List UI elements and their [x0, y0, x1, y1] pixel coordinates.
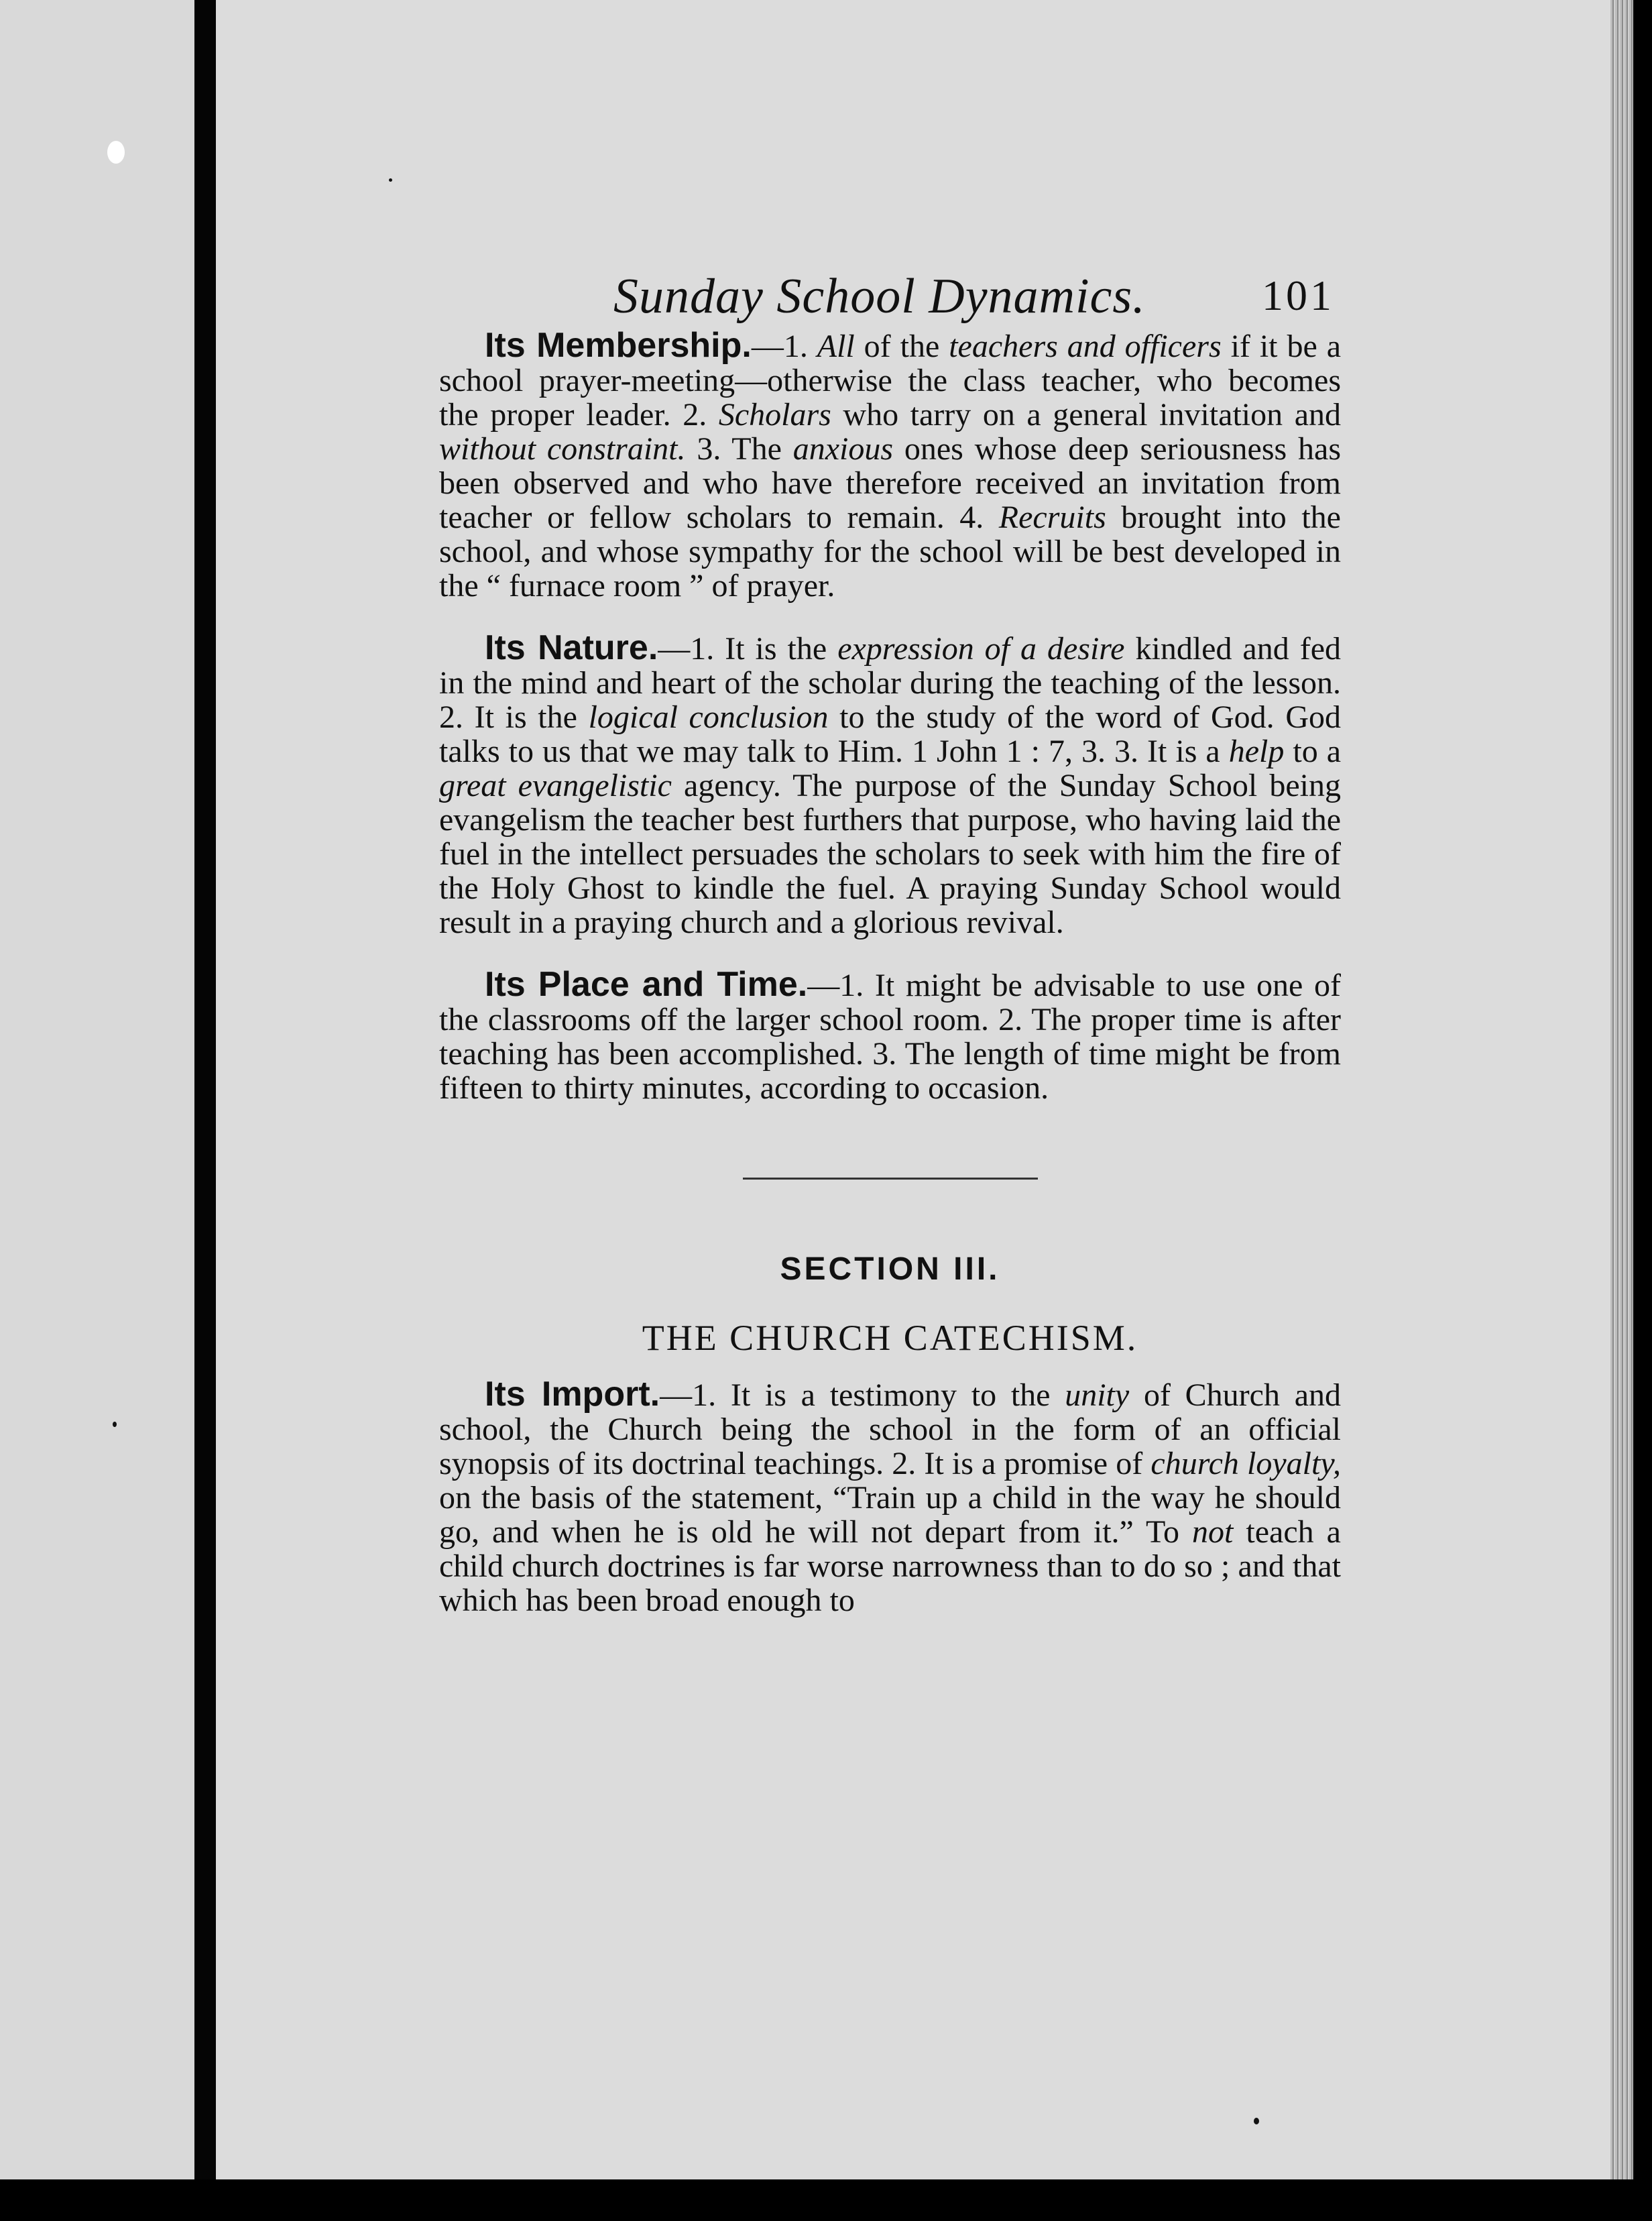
membership-emphasis: Recruits — [998, 500, 1106, 535]
import-text: of Church and school, the Church being the school in the form of an official synopsis of its doctrinal teachings. 2. It is a promise of — [439, 1377, 1342, 1481]
membership-emphasis: anxious — [792, 431, 894, 467]
paper-spot — [113, 1422, 117, 1427]
import-text: on the basis of the statement, “Train up a child in the way he should go, and when he is old he will not depart from it.” To — [439, 1480, 1341, 1550]
page-text — [439, 268, 1341, 1617]
import-emphasis: not — [1192, 1514, 1234, 1550]
book-gutter — [194, 0, 216, 2221]
import-emphasis: unity — [1065, 1377, 1130, 1413]
scan-border — [0, 2179, 1652, 2221]
nature-emphasis: logical conclusion — [588, 699, 829, 735]
running-title: Sunday School Dynamics. — [613, 269, 1146, 324]
membership-emphasis: All — [817, 329, 855, 364]
membership-text: brought into the school, and whose sympathy for the school will be best developed in the “ furnace room ” of prayer. — [439, 500, 1341, 604]
nature-text: agency. The purpose of the Sunday School being evangelism the teacher best furthers that purpose, who having laid the fuel in the intellect persuades the scholars to seek with him the fire of the Holy Ghost to kindle the fuel. A praying Sunday School would result in a praying church and a glorious revival. — [439, 768, 1342, 940]
heading-import: Its Import. — [485, 1375, 660, 1414]
nature-emphasis: expression of a desire — [837, 631, 1125, 667]
membership-emphasis: teachers and officers — [949, 329, 1222, 364]
page-edges — [1610, 0, 1633, 2179]
nature-text: kindled and fed in the mind and heart of the scholar during the teaching of the lesson. 2. It is the — [439, 631, 1342, 735]
paragraph-membership — [439, 326, 1342, 604]
facing-page-edge — [0, 0, 194, 2221]
paper-speck — [107, 141, 125, 164]
membership-emphasis: without constraint. — [439, 431, 686, 467]
import-emphasis: church loyalty, — [1150, 1446, 1342, 1481]
paragraph-import — [439, 1377, 1341, 1617]
heading-nature: Its Nature. — [485, 628, 658, 667]
membership-text: of the — [854, 329, 949, 364]
paragraph-nature — [439, 628, 1342, 940]
membership-text: ones whose deep seriousness has been observed and who have therefore received an invitation from teacher or fellow scholars to remain. 4. — [439, 431, 1341, 535]
place-time-text: —1. It might be advisable to use one of the classrooms off the larger school room. 2. The proper time is after teaching has been accomplished. 3. The length of time might be from fifteen to thirty minutes, according to occasion. — [439, 968, 1341, 1106]
membership-text: who tarry on a general invitation and — [831, 397, 1341, 433]
nature-emphasis: help — [1228, 734, 1285, 769]
nature-emphasis: great evangelistic — [439, 768, 672, 803]
paper-spot — [1254, 2118, 1259, 2124]
section-label: SECTION III. — [780, 1251, 1000, 1287]
membership-emphasis: Scholars — [718, 397, 831, 433]
section-title: THE CHURCH CATECHISM. — [642, 1318, 1138, 1358]
section-divider — [743, 1178, 1038, 1180]
paragraph-place-time — [439, 965, 1341, 1106]
import-text: teach a child church doctrines is far worse narrowness than to do so ; and that which has been broad enough to — [439, 1514, 1341, 1618]
page-number: 101 — [1262, 272, 1334, 319]
membership-text: 3. The — [685, 431, 793, 467]
nature-text: —1. It is the — [658, 631, 838, 667]
running-head — [439, 268, 1341, 329]
membership-text: —1. — [751, 329, 817, 364]
membership-text: if it be a school prayer-meeting—otherwise the class teacher, who becomes the proper leader. 2. — [439, 329, 1342, 433]
import-text: —1. It is a testimony to the — [660, 1377, 1065, 1413]
paper-spot — [389, 178, 392, 182]
nature-text: to the study of the word of God. God talks to us that we may talk to Him. 1 John 1 : 7, 3. 3. It is a — [439, 699, 1341, 769]
nature-text: to a — [1284, 734, 1342, 769]
heading-membership: Its Membership. — [485, 326, 752, 365]
heading-place-time: Its Place and Time. — [485, 965, 808, 1004]
